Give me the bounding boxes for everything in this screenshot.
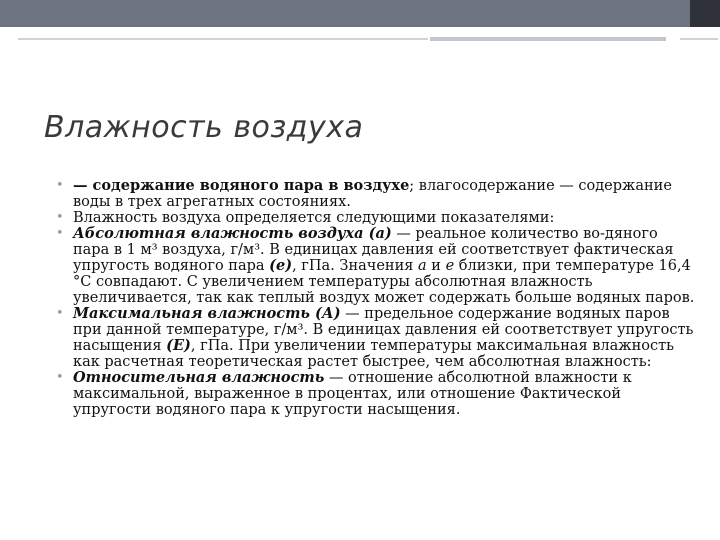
list-item-text-run: , гПа. При увеличении температуры максимальная влажность как расчетная теоретическая растет быстрее, чем абсолютная влажность: — [73, 338, 675, 370]
list-item-text-run: Максимальная влажность (А) — [73, 305, 341, 322]
decor-rule-right — [680, 38, 718, 40]
list-item — [56, 226, 696, 306]
bullet-list — [56, 178, 696, 418]
list-item-text-run: — реальное количество во-дяного пара в 1 м³ воздуха, г/м³. В единицах давления ей соответствует фактическая упругость водяного пара — [73, 226, 674, 274]
list-item-text-run: (Е) — [166, 337, 191, 354]
list-item-text-run: и — [426, 258, 446, 274]
bullet-dot-icon: • — [56, 178, 64, 193]
list-item-text-run: Абсолютная влажность воздуха (а) — [73, 225, 392, 242]
top-decor-bar — [0, 0, 720, 27]
list-item-text-run: — предельное содержание водяных паров при данной температуре, г/м³. В единицах давления ей соответствует упругость насыщения — [73, 306, 694, 354]
list-item — [56, 370, 696, 418]
slide-title: Влажность воздуха — [44, 110, 364, 145]
list-item-text-run: а — [418, 258, 427, 274]
list-item — [56, 210, 696, 226]
list-item-text-run: (е) — [269, 257, 293, 274]
list-item-text-run: Относительная влажность — [73, 369, 325, 386]
list-item-text-run: Влажность воздуха определяется следующими показателями: — [73, 210, 555, 226]
bullet-dot-icon: • — [56, 226, 64, 241]
list-item-text-run: — содержание водяного пара в воздухе — [73, 177, 410, 194]
top-decor-bar-dark-segment — [690, 0, 720, 27]
decor-rule-left — [18, 38, 428, 40]
bullet-dot-icon: • — [56, 306, 64, 321]
list-item-text-run: е — [445, 258, 455, 274]
list-item-text-run: , гПа. Значения — [292, 258, 419, 274]
list-item-text-run: ; влагосодержание — содержание воды в трех агрегатных состояниях. — [73, 178, 672, 210]
decor-rule-middle — [430, 37, 666, 41]
list-item — [56, 178, 696, 210]
list-item-text-run: близки, при температуре 16,4 °С совпадают. С увеличением температуры абсолютная влажность увеличивается, так как теплый воздух может содержать больше водяных паров. — [73, 258, 695, 306]
list-item-text-run: — отношение абсолютной влажности к максимальной, выраженное в процентах, или отношение Фактической упругости водяного пара к упругости насыщения. — [73, 370, 632, 418]
list-item — [56, 306, 696, 370]
bullet-dot-icon: • — [56, 210, 64, 225]
bullet-dot-icon: • — [56, 370, 64, 385]
